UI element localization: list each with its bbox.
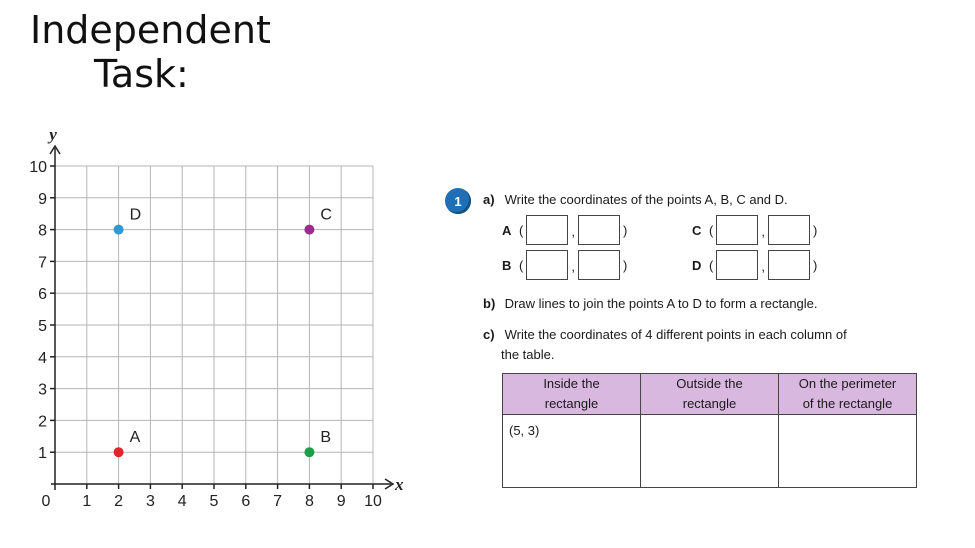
title-line-2: Task: <box>94 52 189 96</box>
cell-perimeter[interactable] <box>779 415 917 488</box>
header-inside: Inside the rectangle <box>503 374 641 415</box>
coord-c-y-box[interactable] <box>768 215 810 245</box>
coord-label-b: B <box>502 257 512 273</box>
coord-label-d: D <box>692 257 702 273</box>
x-tick-label: 8 <box>304 493 314 510</box>
table-header-row <box>503 374 917 415</box>
y-tick-label: 8 <box>38 222 47 240</box>
part-c-letter: c) <box>483 327 495 342</box>
y-axis-label: y <box>49 125 57 144</box>
part-a <box>483 192 788 207</box>
page-title <box>30 8 271 96</box>
part-c-cont <box>501 347 555 362</box>
x-tick-label: 9 <box>336 493 346 510</box>
coordinate-grid <box>0 120 420 520</box>
point-label-b: B <box>320 429 332 447</box>
coord-b-y-box[interactable] <box>578 250 620 280</box>
point-label-c: C <box>320 206 332 224</box>
x-tick-label: 6 <box>241 493 251 510</box>
y-tick-label: 2 <box>38 413 47 431</box>
coord-row-d: D ( , ) <box>692 250 820 280</box>
x-axis-label: x <box>395 475 404 494</box>
title-line-1: Independent <box>30 8 271 52</box>
part-c <box>483 327 847 342</box>
part-b-letter: b) <box>483 296 496 311</box>
y-tick-label: 3 <box>38 381 47 399</box>
coord-row-a: A ( , ) <box>502 215 630 245</box>
x-tick-label: 3 <box>145 493 155 510</box>
y-tick-label: 5 <box>38 318 47 335</box>
x-tick-label: 1 <box>82 493 92 510</box>
coord-d-x-box[interactable] <box>716 250 758 280</box>
cell-outside[interactable] <box>641 415 779 488</box>
point-label-a: A <box>129 429 141 447</box>
part-c-text-2: the table. <box>501 347 555 362</box>
x-tick-label: 4 <box>177 493 187 510</box>
y-tick-label: 9 <box>38 190 47 208</box>
y-tick-label: 10 <box>29 159 47 176</box>
x-tick-label: 10 <box>364 493 382 510</box>
coord-a-x-box[interactable] <box>526 215 568 245</box>
x-tick-label: 5 <box>209 493 219 510</box>
y-tick-label: 6 <box>38 286 47 304</box>
part-c-text-1: Write the coordinates of 4 different points in each column of <box>504 327 847 342</box>
coord-label-c: C <box>692 222 702 238</box>
y-tick-label: 1 <box>38 445 47 463</box>
coord-row-b: B ( , ) <box>502 250 630 280</box>
point-a <box>114 447 124 457</box>
header-outside: Outside the rectangle <box>641 374 779 415</box>
part-a-letter: a) <box>483 192 495 207</box>
x-tick-label: 2 <box>114 493 124 510</box>
part-a-text: Write the coordinates of the points A, B, C and D. <box>504 192 788 207</box>
header-perimeter: On the perimeter of the rectangle <box>779 374 917 415</box>
coord-d-y-box[interactable] <box>768 250 810 280</box>
y-tick-label: 4 <box>38 349 47 367</box>
points-table <box>502 373 917 488</box>
coord-c-x-box[interactable] <box>716 215 758 245</box>
table-row <box>503 415 917 488</box>
point-b <box>304 447 314 457</box>
cell-inside[interactable]: (5, 3) <box>503 415 641 488</box>
coord-b-x-box[interactable] <box>526 250 568 280</box>
x-tick-label: 0 <box>41 493 51 510</box>
point-c <box>304 225 314 235</box>
part-b-text: Draw lines to join the points A to D to form a rectangle. <box>504 296 818 311</box>
coord-row-c: C ( , ) <box>692 215 820 245</box>
question-number-badge: 1 <box>445 188 471 214</box>
point-d <box>114 225 124 235</box>
coord-label-a: A <box>502 222 512 238</box>
x-tick-label: 7 <box>273 493 283 510</box>
part-b <box>483 296 818 311</box>
y-tick-label: 7 <box>38 254 47 272</box>
coord-a-y-box[interactable] <box>578 215 620 245</box>
point-label-d: D <box>129 206 142 224</box>
